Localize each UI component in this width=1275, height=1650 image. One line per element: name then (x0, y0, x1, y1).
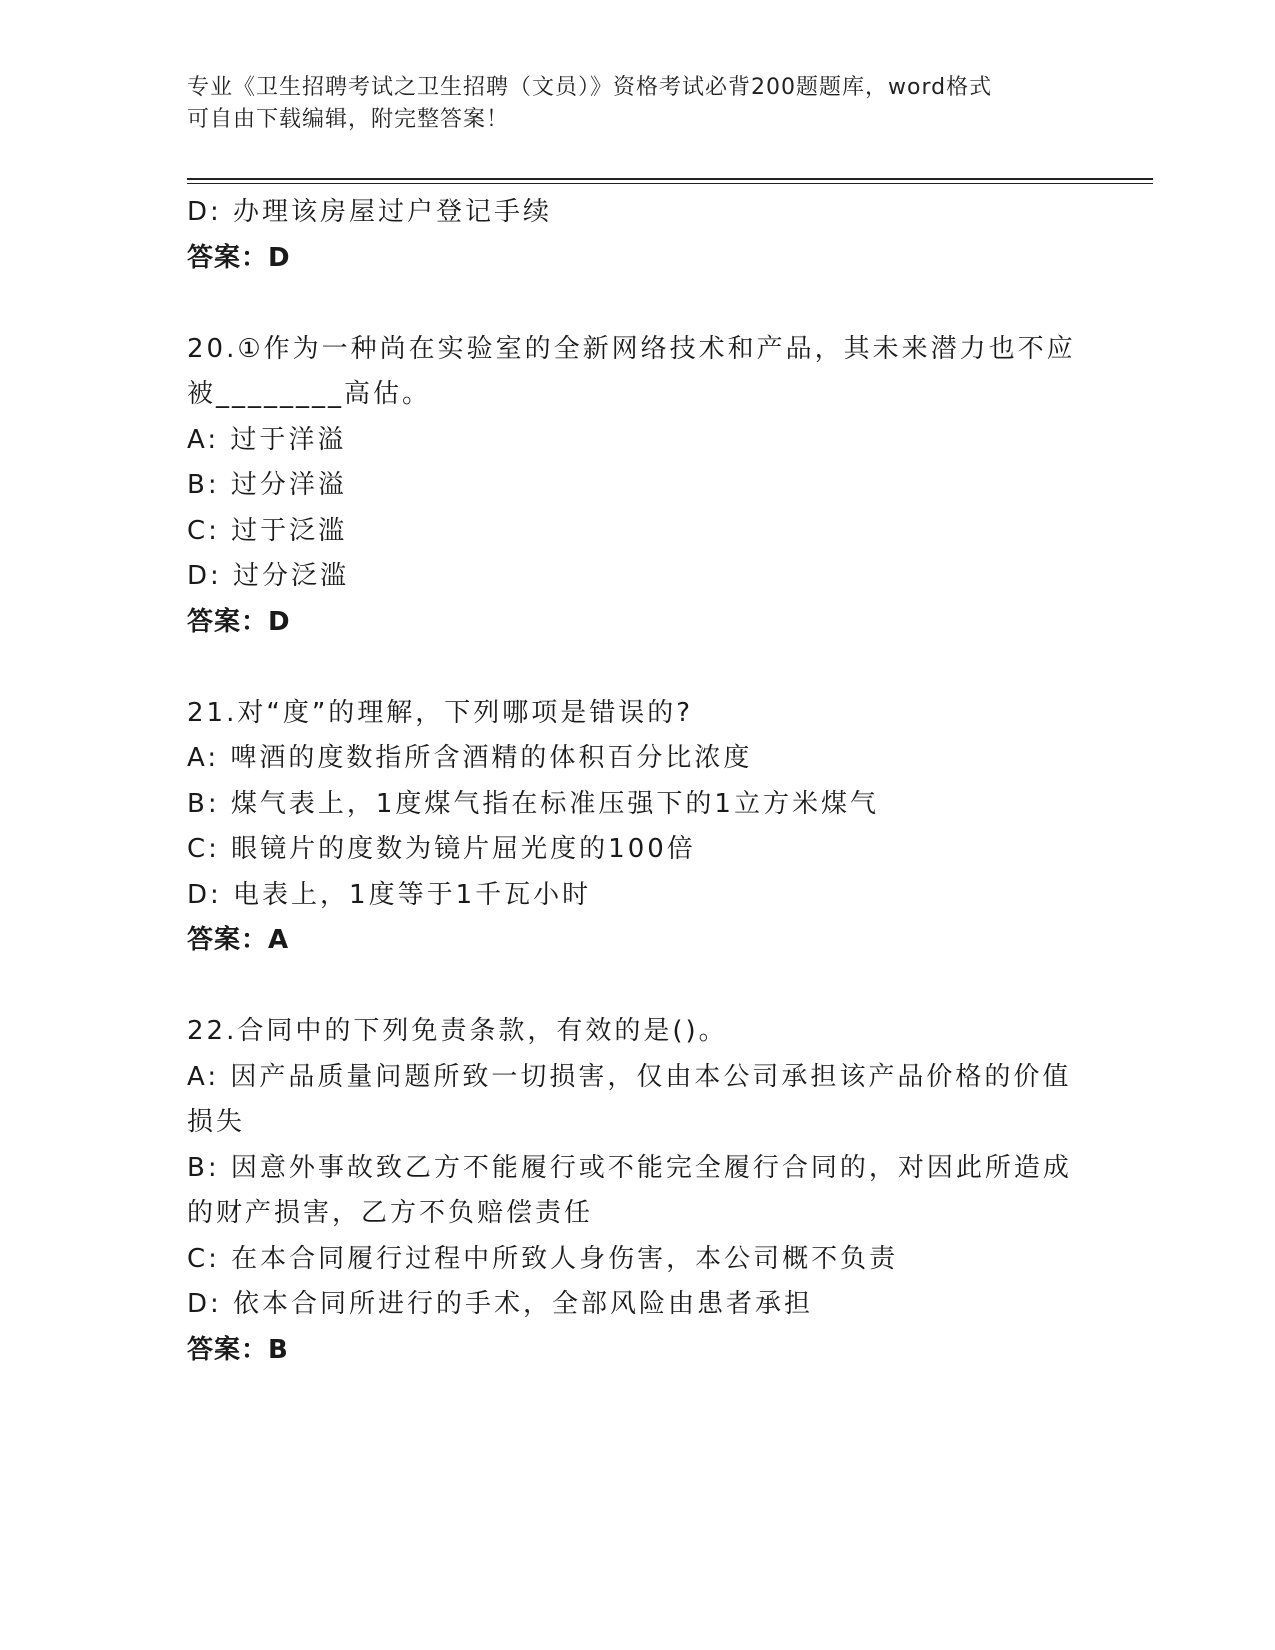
option-a-continued: 损失 (187, 1107, 246, 1137)
question-title: 20.①作为一种尚在实验室的全新网络技术和产品，其未来潜力也不应 (187, 333, 1076, 364)
option-a: A: 啤酒的度数指所含酒精的体积百分比浓度 (187, 743, 753, 773)
option-b: B: 煤气表上，1度煤气指在标准压强下的1立方米煤气 (187, 788, 879, 819)
question-title-continued: 被________高估。 (187, 379, 432, 409)
answer: 答案：D (187, 606, 291, 637)
question-title: 22.合同中的下列免责条款，有效的是()。 (187, 1016, 728, 1046)
document-body (187, 190, 1087, 1373)
option-b-continued: 的财产损害，乙方不负赔偿责任 (187, 1198, 594, 1228)
option-d: D: 电表上，1度等于1千瓦小时 (187, 879, 592, 910)
option-c: C: 过于泛滥 (187, 515, 348, 546)
option-d: D: 办理该房屋过户登记手续 (187, 197, 553, 227)
question-22 (187, 1009, 1087, 1373)
option-b: B: 过分洋溢 (187, 470, 347, 500)
header-line-1: 专业《卫生招聘考试之卫生招聘（文员）》资格考试必背200题题库，word格式 (187, 75, 993, 100)
option-a: A: 因产品质量问题所致一切损害，仅由本公司承担该产品价格的价值 (187, 1061, 1072, 1092)
option-c: C: 眼镜片的度数为镜片屈光度的100倍 (187, 834, 696, 864)
answer: 答案：A (187, 925, 290, 955)
option-a: A: 过于洋溢 (187, 424, 347, 455)
option-b: B: 因意外事故致乙方不能履行或不能完全履行合同的，对因此所造成 (187, 1152, 1072, 1183)
spacer (187, 281, 1087, 327)
header-rule-thick (187, 178, 1153, 180)
answer: 答案：D (187, 242, 291, 273)
question-21 (187, 691, 1087, 964)
spacer (187, 645, 1087, 691)
question-title: 21.对“度”的理解，下列哪项是错误的? (187, 697, 694, 728)
option-c: C: 在本合同履行过程中所致人身伤害，本公司概不负责 (187, 1243, 899, 1274)
option-d: D: 过分泛滥 (187, 561, 350, 591)
header-rule-thin (187, 183, 1153, 184)
question-20 (187, 327, 1087, 646)
answer: 答案：B (187, 1334, 289, 1365)
option-d: D: 依本合同所进行的手术，全部风险由患者承担 (187, 1289, 814, 1319)
spacer (187, 964, 1087, 1010)
header-line-2: 可自由下载编辑，附完整答案！ (187, 107, 510, 132)
page-header (187, 72, 1087, 136)
